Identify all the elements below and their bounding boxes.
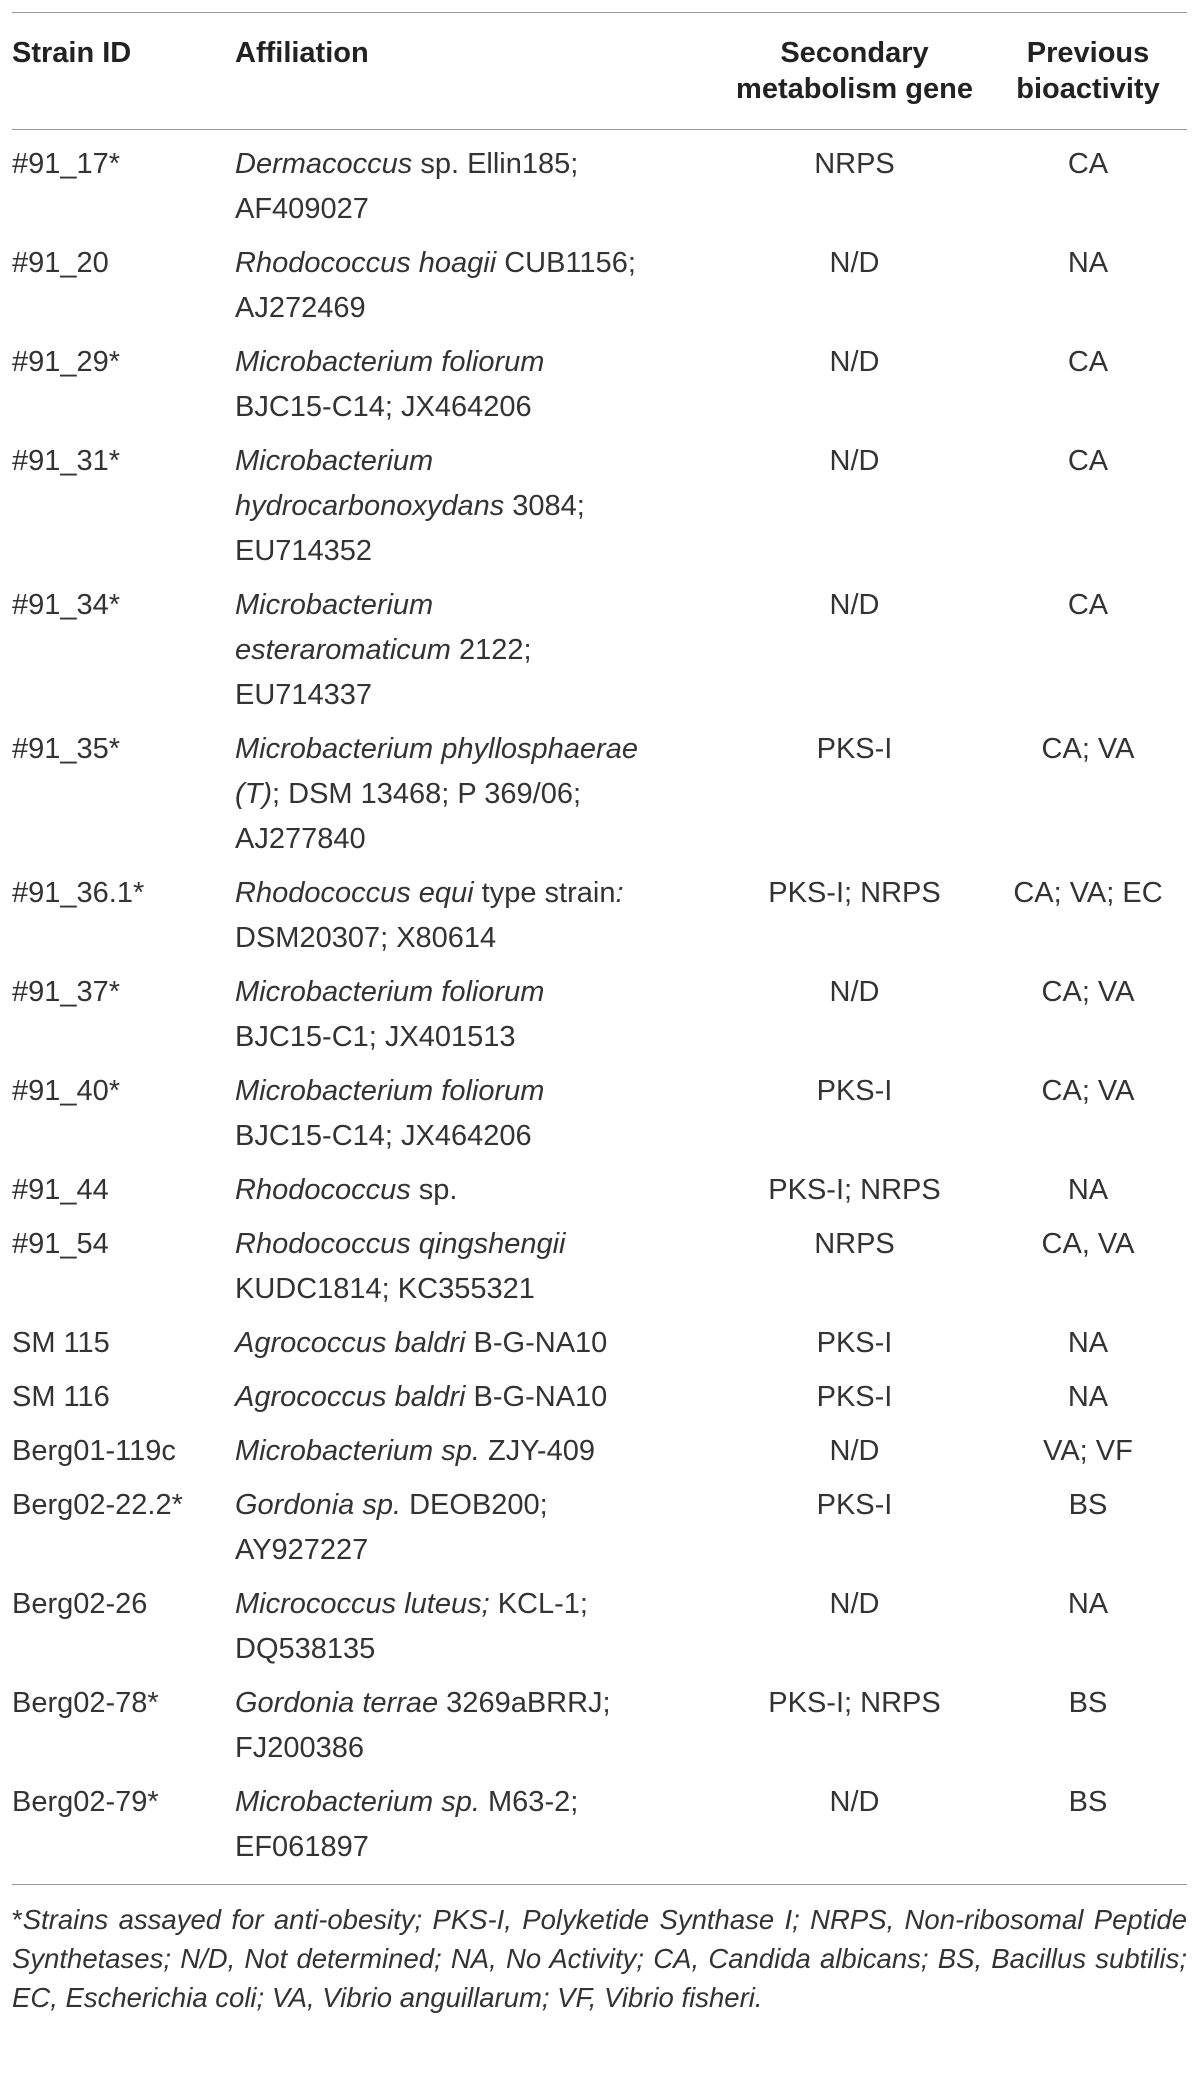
- cell-previous-bioactivity: BS: [1068, 1786, 1108, 1818]
- affiliation-accession: EU714352: [235, 535, 373, 567]
- cell-strain-id: Berg02-79*: [12, 1786, 159, 1818]
- cell-secondary-metabolism-gene: N/D: [829, 976, 880, 1008]
- cell-secondary-metabolism-gene: PKS-I: [816, 733, 893, 765]
- cell-secondary-metabolism-gene: N/D: [829, 247, 880, 279]
- table-row: [12, 1321, 1187, 1375]
- affiliation-accession: DSM20307; X80614: [235, 922, 497, 954]
- cell-affiliation: [235, 871, 720, 970]
- cell-affiliation: [235, 439, 720, 583]
- cell-affiliation: [235, 130, 720, 242]
- affiliation-species-cont: hydrocarbonoxydans: [235, 490, 505, 522]
- cell-affiliation: [235, 1681, 720, 1780]
- cell-affiliation: [235, 1168, 720, 1222]
- affiliation-species: Microbacterium sp.: [235, 1786, 480, 1818]
- cell-strain-id: #91_35*: [12, 733, 121, 765]
- cell-affiliation: [235, 1069, 720, 1168]
- cell-strain-id: Berg01-119c: [12, 1435, 176, 1467]
- header-affiliation: Affiliation: [235, 37, 369, 69]
- table-row: [12, 340, 1187, 439]
- affiliation-detail: sp. Ellin185;: [412, 148, 579, 180]
- cell-previous-bioactivity: NA: [1067, 247, 1109, 279]
- cell-strain-id: Berg02-22.2*: [12, 1489, 183, 1521]
- affiliation-detail: sp.: [410, 1174, 458, 1206]
- cell-secondary-metabolism-gene: PKS-I; NRPS: [768, 1687, 941, 1719]
- table-body: [12, 130, 1187, 1885]
- affiliation-species: Microbacterium: [235, 589, 434, 621]
- cell-strain-id: #91_37*: [12, 976, 121, 1008]
- cell-strain-id: #91_34*: [12, 589, 121, 621]
- cell-secondary-metabolism-gene: PKS-I: [816, 1327, 893, 1359]
- affiliation-species: Microbacterium sp.: [235, 1435, 480, 1467]
- affiliation-species: Microbacterium foliorum: [235, 346, 545, 378]
- header-strain-id: Strain ID: [12, 37, 132, 69]
- affiliation-detail: DEOB200;: [401, 1489, 548, 1521]
- affiliation-detail: B-G-NA10: [465, 1327, 608, 1359]
- affiliation-species: Microbacterium foliorum: [235, 976, 545, 1008]
- affiliation-detail: CUB1156;: [496, 247, 636, 279]
- cell-strain-id: Berg02-78*: [12, 1687, 159, 1719]
- footnote-star: *: [12, 1904, 23, 1935]
- cell-strain-id: #91_17*: [12, 148, 121, 180]
- cell-strain-id: #91_54: [12, 1228, 109, 1260]
- cell-secondary-metabolism-gene: NRPS: [814, 1228, 895, 1260]
- affiliation-species-cont: (T): [235, 778, 273, 810]
- strain-table: [12, 13, 1187, 1884]
- affiliation-species: Micrococcus luteus;: [235, 1588, 490, 1620]
- table-row: [12, 1069, 1187, 1168]
- cell-secondary-metabolism-gene: N/D: [829, 445, 880, 477]
- cell-secondary-metabolism-gene: N/D: [829, 589, 880, 621]
- cell-affiliation: [235, 1780, 720, 1884]
- cell-affiliation: [235, 583, 720, 727]
- affiliation-detail-cont: 3084;: [504, 490, 585, 522]
- affiliation-species: Rhodococcus equi: [235, 877, 474, 909]
- affiliation-species: Microbacterium phyllosphaerae: [235, 733, 638, 765]
- cell-secondary-metabolism-gene: NRPS: [814, 148, 895, 180]
- affiliation-detail-cont: ; DSM 13468; P 369/06;: [272, 778, 582, 810]
- table-row: [12, 1375, 1187, 1429]
- affiliation-accession: AJ272469: [235, 292, 366, 324]
- cell-previous-bioactivity: CA, VA: [1041, 1228, 1135, 1260]
- cell-previous-bioactivity: VA; VF: [1043, 1435, 1133, 1467]
- affiliation-accession: EF061897: [235, 1831, 369, 1863]
- affiliation-accession: DQ538135: [235, 1633, 376, 1665]
- affiliation-detail: KCL-1;: [489, 1588, 588, 1620]
- table-row: [12, 970, 1187, 1069]
- cell-strain-id: #91_20: [12, 247, 109, 279]
- cell-previous-bioactivity: CA: [1067, 346, 1109, 378]
- cell-previous-bioactivity: BS: [1068, 1489, 1108, 1521]
- affiliation-detail: M63-2;: [479, 1786, 579, 1818]
- table-row: [12, 727, 1187, 871]
- cell-affiliation: [235, 1375, 720, 1429]
- affiliation-detail: type strain: [473, 877, 616, 909]
- affiliation-accession: AJ277840: [235, 823, 366, 855]
- cell-affiliation: [235, 241, 720, 340]
- cell-previous-bioactivity: CA; VA; EC: [1013, 877, 1163, 909]
- cell-previous-bioactivity: CA: [1067, 589, 1109, 621]
- cell-strain-id: SM 115: [12, 1327, 110, 1359]
- affiliation-accession: BJC15-C1; JX401513: [235, 1021, 516, 1053]
- cell-strain-id: #91_36.1*: [12, 877, 145, 909]
- affiliation-accession: AF409027: [235, 193, 369, 225]
- affiliation-accession: EU714337: [235, 679, 373, 711]
- table-row: [12, 1780, 1187, 1884]
- affiliation-species: Microbacterium foliorum: [235, 1075, 545, 1107]
- affiliation-species: Rhodococcus qingshengii: [235, 1228, 566, 1260]
- cell-previous-bioactivity: NA: [1067, 1174, 1109, 1206]
- affiliation-detail: B-G-NA10: [465, 1381, 608, 1413]
- cell-secondary-metabolism-gene: N/D: [829, 1786, 880, 1818]
- table-row: [12, 439, 1187, 583]
- affiliation-accession: BJC15-C14; JX464206: [235, 391, 532, 423]
- affiliation-species-cont: esteraromaticum: [235, 634, 451, 666]
- table-row: [12, 1483, 1187, 1582]
- cell-previous-bioactivity: NA: [1067, 1588, 1109, 1620]
- cell-previous-bioactivity: NA: [1067, 1327, 1109, 1359]
- cell-previous-bioactivity: CA: [1067, 148, 1109, 180]
- cell-secondary-metabolism-gene: N/D: [829, 1435, 880, 1467]
- cell-previous-bioactivity: CA; VA: [1041, 976, 1135, 1008]
- affiliation-accession: FJ200386: [235, 1732, 364, 1764]
- table-row: [12, 1429, 1187, 1483]
- cell-secondary-metabolism-gene: PKS-I: [816, 1075, 893, 1107]
- header-row: [12, 13, 1187, 130]
- header-secondary-metabolism-gene: Secondary metabolism gene: [736, 37, 973, 105]
- affiliation-detail-cont: 2122;: [450, 634, 532, 666]
- cell-secondary-metabolism-gene: N/D: [829, 1588, 880, 1620]
- cell-secondary-metabolism-gene: PKS-I; NRPS: [768, 877, 941, 909]
- cell-strain-id: #91_29*: [12, 346, 121, 378]
- cell-secondary-metabolism-gene: N/D: [829, 346, 880, 378]
- cell-affiliation: [235, 1429, 720, 1483]
- cell-affiliation: [235, 1321, 720, 1375]
- cell-strain-id: Berg02-26: [12, 1588, 148, 1620]
- affiliation-accession: BJC15-C14; JX464206: [235, 1120, 532, 1152]
- table-row: [12, 241, 1187, 340]
- cell-previous-bioactivity: NA: [1067, 1381, 1109, 1413]
- cell-secondary-metabolism-gene: PKS-I: [816, 1489, 893, 1521]
- cell-previous-bioactivity: CA; VA: [1041, 1075, 1135, 1107]
- cell-previous-bioactivity: CA; VA: [1041, 733, 1135, 765]
- affiliation-species: Dermacoccus: [235, 148, 413, 180]
- cell-secondary-metabolism-gene: PKS-I; NRPS: [768, 1174, 941, 1206]
- table-row: [12, 1681, 1187, 1780]
- table-row: [12, 871, 1187, 970]
- table-footnote: [12, 1884, 1187, 2017]
- cell-strain-id: #91_40*: [12, 1075, 121, 1107]
- affiliation-species: Gordonia sp.: [235, 1489, 402, 1521]
- table-row: [12, 130, 1187, 242]
- affiliation-species: Rhodococcus hoagii: [235, 247, 497, 279]
- affiliation-accession: KUDC1814; KC355321: [235, 1273, 535, 1305]
- affiliation-detail: ZJY-409: [479, 1435, 595, 1467]
- affiliation-detail: 3269aBRRJ;: [438, 1687, 611, 1719]
- table-row: [12, 1168, 1187, 1222]
- cell-strain-id: #91_31*: [12, 445, 121, 477]
- affiliation-colon: :: [615, 877, 624, 909]
- table-container: [12, 12, 1187, 2017]
- cell-previous-bioactivity: CA: [1067, 445, 1109, 477]
- affiliation-accession: AY927227: [235, 1534, 369, 1566]
- cell-affiliation: [235, 340, 720, 439]
- cell-affiliation: [235, 970, 720, 1069]
- header-previous-bioactivity: Previous bioactivity: [1016, 37, 1160, 105]
- cell-affiliation: [235, 727, 720, 871]
- affiliation-species: Gordonia terrae: [235, 1687, 439, 1719]
- table-row: [12, 1582, 1187, 1681]
- affiliation-species: Rhodococcus: [235, 1174, 411, 1206]
- footnote-text: Strains assayed for anti-obesity; PKS-I, Polyketide Synthase I; NRPS, Non-ribosomal Peptide Synthetases; N/D, Not determined; NA, No Activity; CA, Candida albicans; BS, Bacillus subtilis; EC, Escherichia coli; VA, Vibrio anguillarum; VF, Vibrio fisheri.: [12, 1904, 1187, 2013]
- cell-strain-id: #91_44: [12, 1174, 109, 1206]
- affiliation-species: Agrococcus baldri: [235, 1381, 466, 1413]
- affiliation-species: Agrococcus baldri: [235, 1327, 466, 1359]
- cell-strain-id: SM 116: [12, 1381, 110, 1413]
- cell-secondary-metabolism-gene: PKS-I: [816, 1381, 893, 1413]
- cell-previous-bioactivity: BS: [1068, 1687, 1108, 1719]
- cell-affiliation: [235, 1222, 720, 1321]
- cell-affiliation: [235, 1582, 720, 1681]
- table-row: [12, 583, 1187, 727]
- affiliation-species: Microbacterium: [235, 445, 434, 477]
- cell-affiliation: [235, 1483, 720, 1582]
- table-row: [12, 1222, 1187, 1321]
